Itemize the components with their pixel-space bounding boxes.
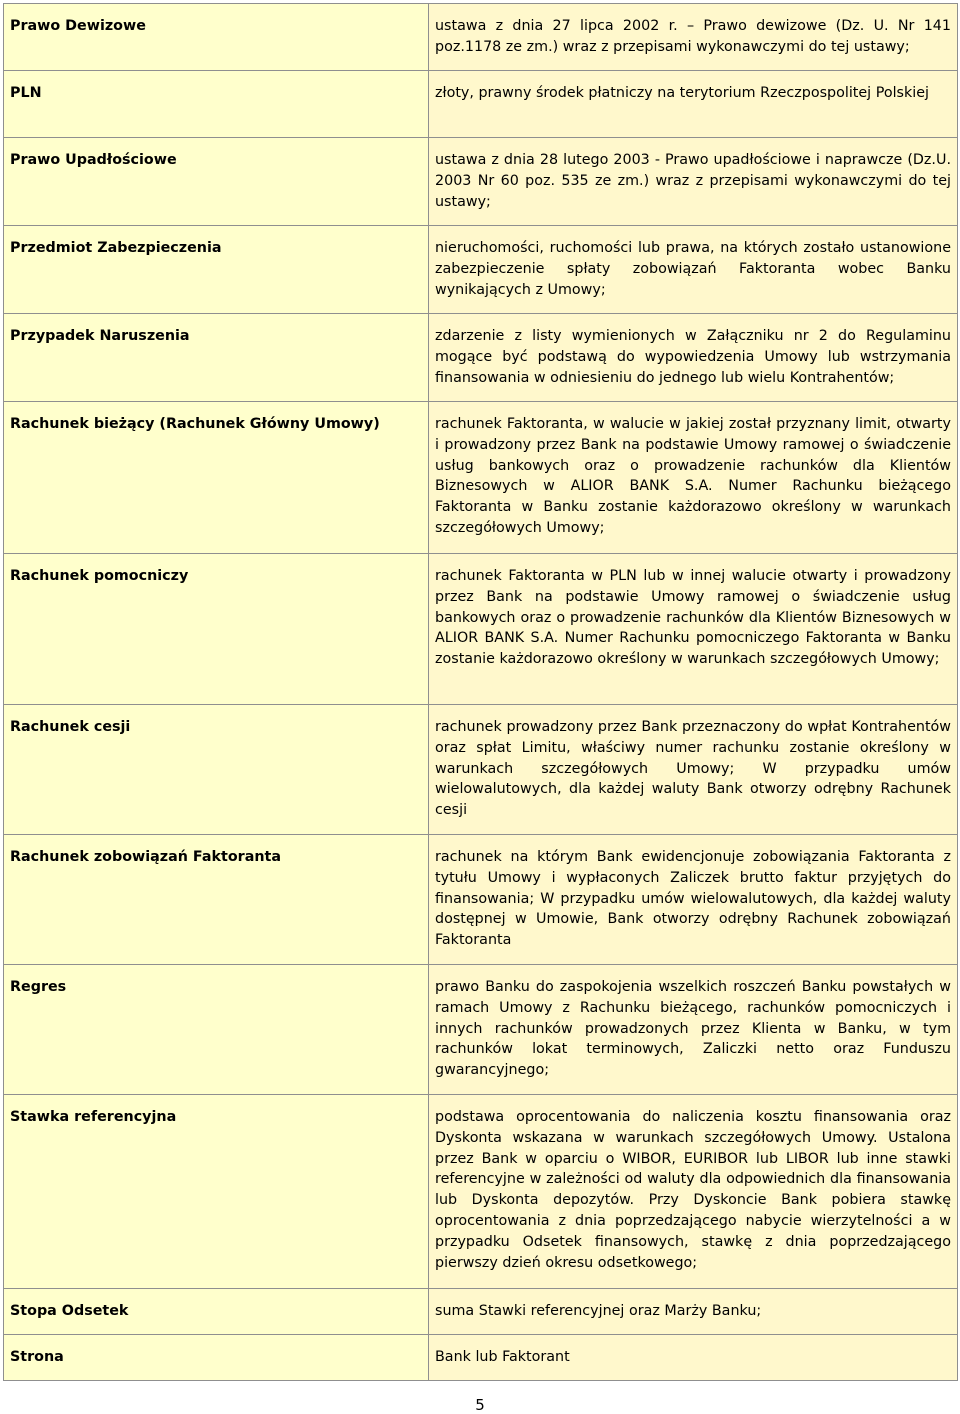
term-cell: Strona	[4, 1335, 429, 1381]
table-row	[4, 835, 958, 965]
term-cell: Stopa Odsetek	[4, 1289, 429, 1335]
term-cell: Stawka referencyjna	[4, 1095, 429, 1289]
table-row	[4, 1335, 958, 1381]
term-cell: Rachunek bieżący (Rachunek Główny Umowy)	[4, 402, 429, 554]
term-cell: Rachunek zobowiązań Faktoranta	[4, 835, 429, 965]
term-cell: Prawo Upadłościowe	[4, 138, 429, 226]
term-cell: Przypadek Naruszenia	[4, 314, 429, 402]
definition-cell: rachunek Faktoranta, w walucie w jakiej został przyznany limit, otwarty i prowadzony przez Bank na podstawie Umowy ramowej o świadczenie usług bankowych oraz o prowadzenie rachunków dla Klientów Biznesowych w ALIOR BANK S.A. Numer Rachunku bieżącego Faktoranta w Banku zostanie każdorazowo określony w warunkach szczegółowych Umowy;	[429, 402, 958, 554]
table-row	[4, 226, 958, 314]
table-row	[4, 705, 958, 835]
definition-cell: nieruchomości, ruchomości lub prawa, na których zostało ustanowione zabezpieczenie spłaty zobowiązań Faktoranta wobec Banku wynikających z Umowy;	[429, 226, 958, 314]
definition-cell: rachunek na którym Bank ewidencjonuje zobowiązania Faktoranta z tytułu Umowy i wypłaconych Zaliczek brutto faktur przyjętych do finansowania; W przypadku umów wielowalutowych, dla każdej waluty dostępnej w Umowie, Bank otworzy odrębny Rachunek zobowiązań Faktoranta	[429, 835, 958, 965]
table-row	[4, 4, 958, 71]
definition-cell: zdarzenie z listy wymienionych w Załączniku nr 2 do Regulaminu mogące być podstawą do wypowiedzenia Umowy lub wstrzymania finansowania w odniesieniu do jednego lub wielu Kontrahentów;	[429, 314, 958, 402]
table-row	[4, 138, 958, 226]
definition-cell: złoty, prawny środek płatniczy na terytorium Rzeczpospolitej Polskiej	[429, 71, 958, 138]
definition-cell: rachunek prowadzony przez Bank przeznaczony do wpłat Kontrahentów oraz spłat Limitu, właściwy numer rachunku zostanie określony w warunkach szczegółowych Umowy; W przypadku umów wielowalutowych, dla każdej waluty Bank otworzy odrębny Rachunek cesji	[429, 705, 958, 835]
table-row	[4, 965, 958, 1095]
page-number: 5	[475, 1396, 485, 1414]
term-cell: Rachunek pomocniczy	[4, 554, 429, 705]
definition-cell: Bank lub Faktorant	[429, 1335, 958, 1381]
table-row	[4, 402, 958, 554]
definitions-page	[3, 3, 958, 1381]
definition-cell: prawo Banku do zaspokojenia wszelkich roszczeń Banku powstałych w ramach Umowy z Rachunku bieżącego, rachunków pomocniczych i innych rachunków prowadzonych przez Klienta w Banku, w tym rachunków lokat terminowych, Zaliczki netto oraz Funduszu gwarancyjnego;	[429, 965, 958, 1095]
definition-cell: suma Stawki referencyjnej oraz Marży Banku;	[429, 1289, 958, 1335]
table-row	[4, 1095, 958, 1289]
table-row	[4, 554, 958, 705]
term-cell: Prawo Dewizowe	[4, 4, 429, 71]
definition-cell: ustawa z dnia 28 lutego 2003 - Prawo upadłościowe i naprawcze (Dz.U. 2003 Nr 60 poz. 535 ze zm.) wraz z przepisami wykonawczymi do tej ustawy;	[429, 138, 958, 226]
term-cell: PLN	[4, 71, 429, 138]
term-cell: Rachunek cesji	[4, 705, 429, 835]
definition-cell: rachunek Faktoranta w PLN lub w innej walucie otwarty i prowadzony przez Bank na podstawie Umowy ramowej o świadczenie usług bankowych oraz o prowadzenie rachunków dla Klientów Biznesowych w ALIOR BANK S.A. Numer Rachunku pomocniczego Faktoranta w Banku zostanie każdorazowo określony w warunkach szczegółowych Umowy;	[429, 554, 958, 705]
definitions-table	[3, 3, 958, 1381]
table-row	[4, 71, 958, 138]
term-cell: Regres	[4, 965, 429, 1095]
term-cell: Przedmiot Zabezpieczenia	[4, 226, 429, 314]
table-row	[4, 314, 958, 402]
table-row	[4, 1289, 958, 1335]
definition-cell: podstawa oprocentowania do naliczenia kosztu finansowania oraz Dyskonta wskazana w warunkach szczegółowych Umowy. Ustalona przez Bank w oparciu o WIBOR, EURIBOR lub LIBOR lub inne stawki referencyjne w zależności od waluty dla odpowiednich dla finansowania lub Dyskonta depozytów. Przy Dyskoncie Bank pobiera stawkę oprocentowania z dnia poprzedzającego nabycie wierzytelności a w przypadku Odsetek finansowych, stawkę z dnia poprzedzającego pierwszy dzień okresu odsetkowego;	[429, 1095, 958, 1289]
definition-cell: ustawa z dnia 27 lipca 2002 r. – Prawo dewizowe (Dz. U. Nr 141 poz.1178 ze zm.) wraz z przepisami wykonawczymi do tej ustawy;	[429, 4, 958, 71]
